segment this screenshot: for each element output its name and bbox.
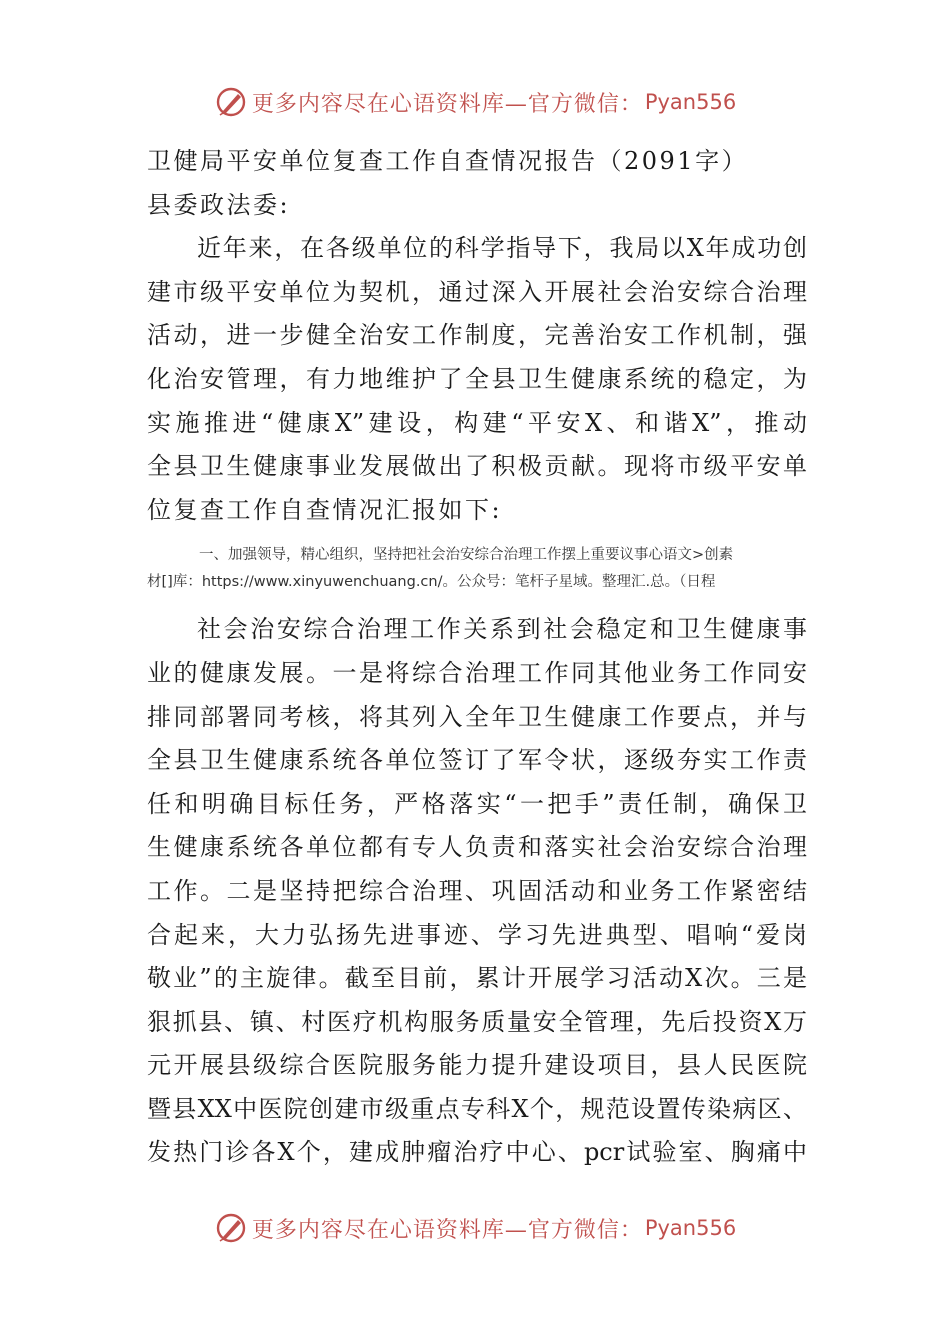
paragraph-line: 合起来，大力弘扬先进事迹、学习先进典型、唱响“爱岗 <box>147 920 807 949</box>
paragraph-line: 全县卫生健康系统各单位签订了军令状，逐级夯实工作责 <box>147 746 807 775</box>
paragraph-line: 社会治安综合治理工作关系到社会稳定和卫生健康事 <box>197 615 807 644</box>
header-watermark-banner <box>0 82 950 122</box>
paragraph-line: 建市级平安单位为契机，通过深入开展社会治安综合治理 <box>147 277 807 306</box>
banner-text: 更多内容尽在心语资料库—官方微信： <box>251 1217 643 1243</box>
paragraph-line: 业的健康发展。一是将综合治理工作同其他业务工作同安 <box>147 658 807 687</box>
paragraph-line: 元开展县级综合医院服务能力提升建设项目，县人民医院 <box>147 1051 807 1080</box>
banner-wechat-id: Pyan556 <box>644 1216 737 1240</box>
paragraph-line: 任和明确目标任务，严格落实“一把手”责任制，确保卫 <box>147 789 807 818</box>
paragraph-line: 敬业”的主旋律。截至目前，累计开展学习活动X次。三是 <box>147 964 807 993</box>
document-body <box>147 140 807 1175</box>
quill-logo-icon <box>214 1211 248 1245</box>
paragraph-line: 近年来，在各级单位的科学指导下，我局以X年成功创 <box>197 234 807 263</box>
document-title: 卫健局平安单位复查工作自查情况报告（2091字） <box>147 147 749 175</box>
paragraph-intro <box>147 227 807 532</box>
section-heading-line: 材[]库：https://www.xinyuwenchuang.cn/。公众号：笔杆子星域。整理汇.总。（日程 <box>147 574 716 591</box>
section-heading <box>147 542 807 596</box>
paragraph-line: 位复查工作自查情况汇报如下: <box>147 495 503 524</box>
banner-wechat-id: Pyan556 <box>644 90 737 114</box>
salutation: 县委政法委: <box>147 190 291 219</box>
paragraph-line: 暨县XX中医院创建市级重点专科X个，规范设置传染病区、 <box>147 1094 807 1123</box>
paragraph-line: 发热门诊各X个，建成肿瘤治疗中心、pcr试验室、胸痛中 <box>147 1138 807 1167</box>
paragraph-line: 全县卫生健康事业发展做出了积极贡献。现将市级平安单 <box>147 452 807 481</box>
banner-text: 更多内容尽在心语资料库—官方微信： <box>251 91 643 117</box>
quill-logo-icon <box>214 85 248 119</box>
paragraph-line: 实施推进“健康X”建设，构建“平安X、和谐X”，推动 <box>147 408 807 437</box>
paragraph-line: 工作。二是坚持把综合治理、巩固活动和业务工作紧密结 <box>147 876 807 905</box>
footer-watermark-banner <box>0 1208 950 1248</box>
paragraph-line: 生健康系统各单位都有专人负责和落实社会治安综合治理 <box>147 833 807 862</box>
paragraph-line: 活动，进一步健全治安工作制度，完善治安工作机制，强 <box>147 321 807 350</box>
paragraph-line: 排同部署同考核，将其列入全年卫生健康工作要点，并与 <box>147 702 807 731</box>
paragraph-line: 狠抓县、镇、村医疗机构服务质量安全管理，先后投资X万 <box>147 1007 807 1036</box>
section-heading-line: 一、加强领导，精心组织，坚持把社会治安综合治理工作摆上重要议事心语文>创素 <box>199 547 734 564</box>
paragraph-section-one <box>147 608 807 1175</box>
paragraph-line: 化治安管理，有力地维护了全县卫生健康系统的稳定，为 <box>147 364 807 393</box>
